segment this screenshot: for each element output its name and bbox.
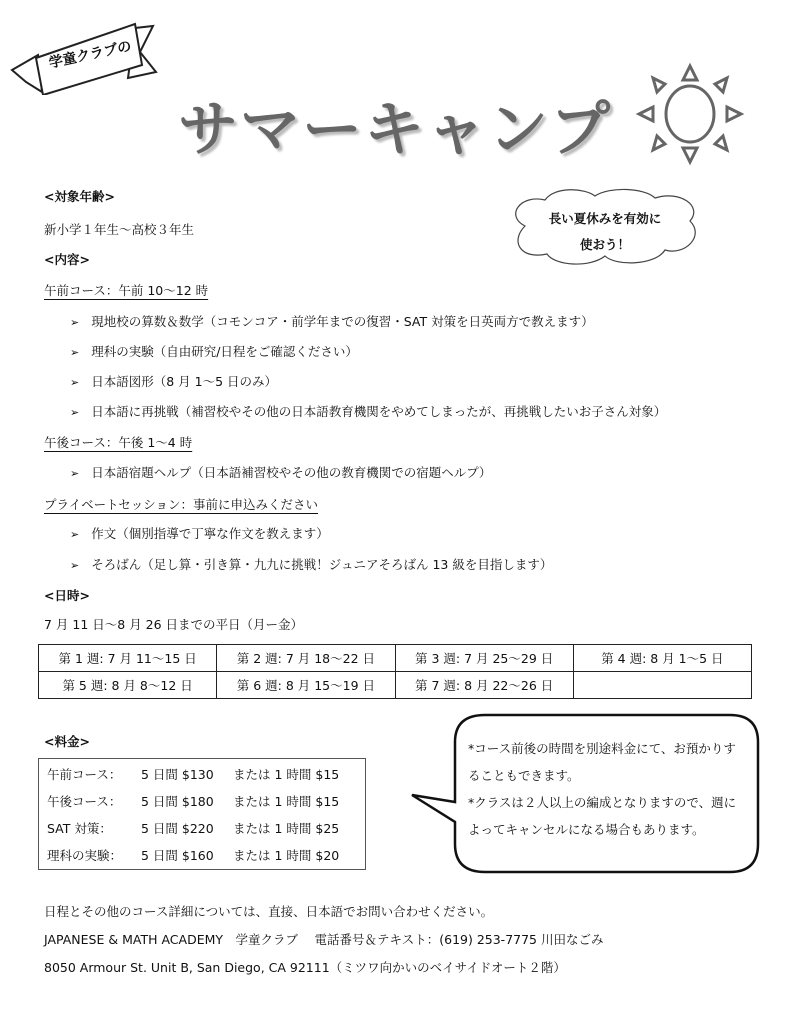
list-item: ➢ 日本語宿題ヘルプ（日本語補習校やその他の教育機関での宿題ヘルプ） xyxy=(70,463,491,481)
week-cell: 第 7 週: 8 月 22～26 日 xyxy=(395,672,573,699)
list-item: ➢ 日本語に再挑戦（補習校やその他の日本語教育機関をやめてしまったが、再挑戦したいお子さん対象） xyxy=(70,402,666,420)
week-cell: 第 3 週: 7 月 25～29 日 xyxy=(395,645,573,672)
fee-label: 午前コース： xyxy=(47,767,122,782)
list-item: ➢ そろばん（足し算・引き算・九九に挑戦！ジュニアそろばん 13 級を目指します） xyxy=(70,555,552,573)
table-row xyxy=(39,645,752,672)
fee-hourly: または 1 時間 $15 xyxy=(233,794,340,809)
fee-row xyxy=(47,846,339,864)
fee-hourly: または 1 時間 $25 xyxy=(233,821,340,836)
list-item: ➢ 現地校の算数＆数学（コモンコア・前学年までの復習・SAT 対策を日英両方で教えます） xyxy=(70,312,594,330)
private-session-title: プライベートセッション：事前に申込みください xyxy=(44,497,319,512)
week-cell: 第 5 週: 8 月 8～12 日 xyxy=(39,672,217,699)
target-age-heading: <対象年齢> xyxy=(44,189,115,204)
sun-icon xyxy=(635,62,745,167)
week-cell: 第 6 週: 8 月 15～19 日 xyxy=(217,672,395,699)
footer-address: 8050 Armour St. Unit B, San Diego, CA 92111（ミツワ向かいのベイサイドオート２階） xyxy=(44,960,566,975)
fee-hourly: または 1 時間 $15 xyxy=(233,767,340,782)
cloud-line-2: 使おう！ xyxy=(579,237,630,252)
schedule-text: 7 月 11 日～8 月 26 日までの平日（月ー金） xyxy=(44,617,304,632)
fees-heading: <料金> xyxy=(44,734,90,749)
fee-five-day: 5 日間 $220 xyxy=(141,821,214,836)
fees-box xyxy=(38,758,366,870)
week-cell: 第 2 週: 7 月 18～22 日 xyxy=(217,645,395,672)
notes-text xyxy=(468,735,738,843)
week-cell xyxy=(573,672,751,699)
list-item: ➢ 理科の実験（自由研究/日程をご確認ください） xyxy=(70,342,358,360)
page-title: サマーキャンプ xyxy=(178,95,612,165)
fee-five-day: 5 日間 $180 xyxy=(141,794,214,809)
fee-hourly: または 1 時間 $20 xyxy=(233,848,340,863)
fee-row xyxy=(47,765,339,783)
fee-label: SAT 対策： xyxy=(47,821,112,836)
note-2: *クラスは２人以上の編成となりますので、週によってキャンセルになる場合もあります。 xyxy=(468,795,737,837)
target-age-text: 新小学１年生～高校３年生 xyxy=(44,222,195,237)
week-cell: 第 1 週: 7 月 11～15 日 xyxy=(39,645,217,672)
morning-course-title: 午前コース：午前 10～12 時 xyxy=(44,283,209,298)
table-row xyxy=(39,672,752,699)
week-cell: 第 4 週: 8 月 1～5 日 xyxy=(573,645,751,672)
content-heading: <内容> xyxy=(44,252,90,267)
cloud-message xyxy=(525,206,685,258)
ribbon-label: 学童クラブの xyxy=(47,38,133,72)
fee-label: 午後コース： xyxy=(47,794,122,809)
weeks-table xyxy=(38,644,752,699)
list-item: ➢ 作文（個別指導で丁寧な作文を教えます） xyxy=(70,524,329,542)
fee-five-day: 5 日間 $130 xyxy=(141,767,214,782)
afternoon-course-title: 午後コース：午後 1～4 時 xyxy=(44,435,193,450)
list-item: ➢ 日本語図形（8 月 1～5 日のみ） xyxy=(70,372,277,390)
fee-row xyxy=(47,819,339,837)
footer-contact: JAPANESE & MATH ACADEMY 学童クラブ 電話番号＆テキスト：(619) 253-7775 川田なごみ xyxy=(44,932,604,947)
fee-row xyxy=(47,792,339,810)
note-1: *コース前後の時間を別途料金にて、お預かりすることもできます。 xyxy=(468,741,736,783)
fee-label: 理科の実験： xyxy=(47,848,123,863)
footer-inquiry: 日程とその他のコース詳細については、直接、日本語でお問い合わせください。 xyxy=(44,904,494,919)
fee-five-day: 5 日間 $160 xyxy=(141,848,214,863)
schedule-heading: <日時> xyxy=(44,588,90,603)
cloud-line-1: 長い夏休みを有効に xyxy=(548,211,662,226)
